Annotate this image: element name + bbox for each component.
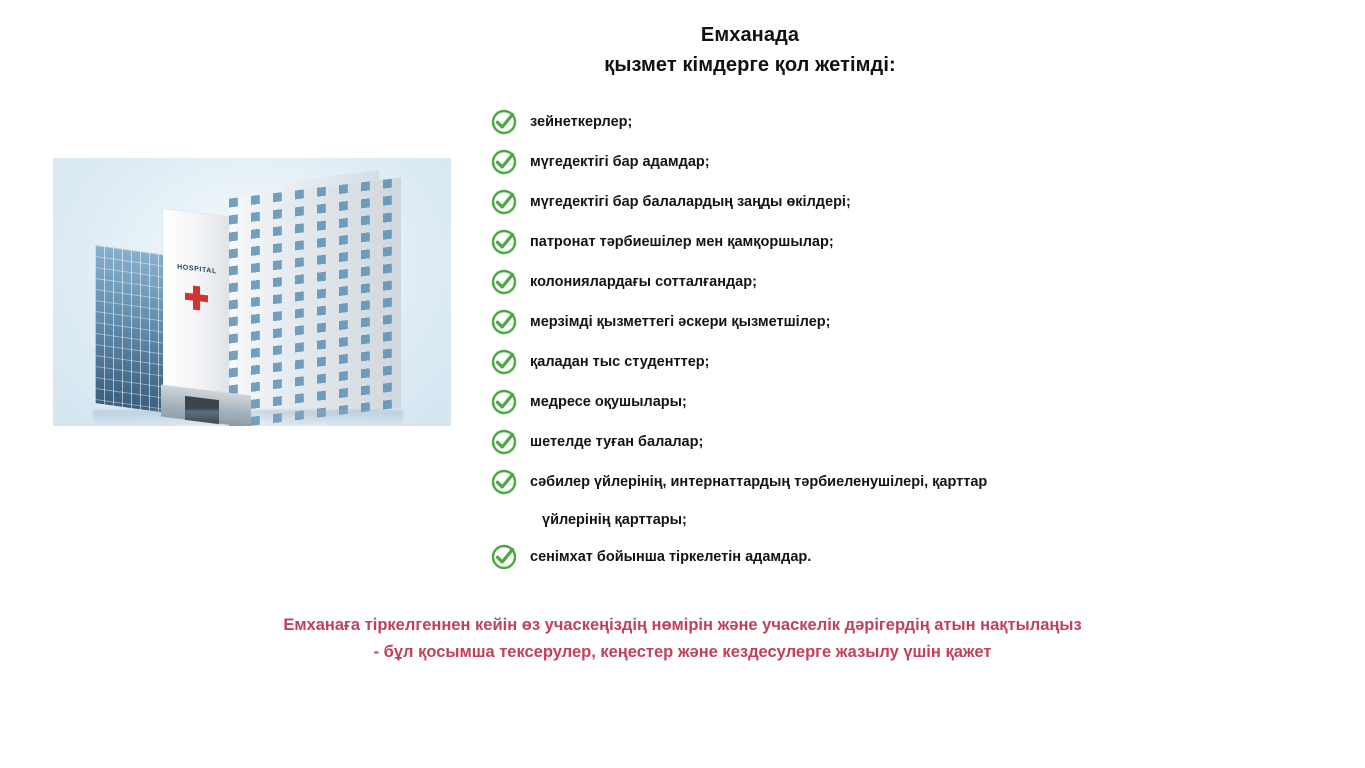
- list-item: [490, 188, 1210, 216]
- list-item-label: қаладан тыс студенттер;: [530, 354, 710, 370]
- list-item: [490, 108, 1210, 136]
- green-check-circle-icon: [490, 348, 518, 376]
- green-check-circle-icon: [490, 428, 518, 456]
- footer-line-1: Емханаға тіркелгеннен кейін өз учаскеңіздің нөмірін және учаскелік дәрігердің атын нақтылаңыз: [283, 616, 1082, 634]
- title-line-2: қызмет кімдерге қол жетімді:: [604, 54, 896, 76]
- list-item-label: зейнеткерлер;: [530, 114, 633, 130]
- green-check-circle-icon: [490, 228, 518, 256]
- left-tower-window-grid: [95, 245, 167, 413]
- title-line-1: Емханада: [700, 24, 800, 46]
- list-item-label: мүгедектігі бар адамдар;: [530, 154, 710, 170]
- page-title: [430, 20, 1070, 80]
- green-check-circle-icon: [490, 308, 518, 336]
- list-item-label: мерзімді қызметтегі әскери қызметшілер;: [530, 314, 831, 330]
- list-item-label: мүгедектігі бар балалардың заңды өкілдері;: [530, 194, 851, 210]
- list-item-label: сенімхат бойынша тіркелетін адамдар.: [530, 549, 812, 565]
- list-item: [490, 428, 1210, 456]
- right-facade: [229, 177, 401, 426]
- hospital-sign-text: HOSPITAL: [177, 263, 217, 276]
- list-item: [490, 468, 1210, 531]
- eligibility-list: [490, 108, 1210, 583]
- green-check-circle-icon: [490, 388, 518, 416]
- green-check-circle-icon: [490, 543, 518, 571]
- left-glass-tower: [95, 245, 167, 413]
- footer-line-2: - бұл қосымша тексерулер, кеңестер және кездесулерге жазылу үшін қажет: [373, 643, 992, 661]
- list-item: [490, 543, 1210, 571]
- list-item-label: сәбилер үйлерінің, интернаттардың тәрбиеленушілері, қарттар: [530, 474, 988, 490]
- list-item: [490, 308, 1210, 336]
- right-facade-windows: [229, 177, 401, 426]
- green-check-circle-icon: [490, 148, 518, 176]
- list-item-label-multiline: [530, 468, 987, 531]
- list-item-label: медресе оқушылары;: [530, 394, 687, 410]
- list-item-label-continuation: үйлерінің қарттары;: [542, 512, 687, 528]
- hospital-building-photo: [53, 158, 451, 426]
- ground-reflection: [93, 410, 403, 426]
- green-check-circle-icon: [490, 188, 518, 216]
- list-item: [490, 268, 1210, 296]
- list-item-label: колониялардағы сотталғандар;: [530, 274, 757, 290]
- green-check-circle-icon: [490, 468, 518, 496]
- list-item: [490, 148, 1210, 176]
- list-item: [490, 348, 1210, 376]
- list-item: [490, 228, 1210, 256]
- green-check-circle-icon: [490, 108, 518, 136]
- list-item-label: патронат тәрбиешілер мен қамқоршылар;: [530, 234, 834, 250]
- list-item-label: шетелде туған балалар;: [530, 434, 704, 450]
- footer-note: [0, 612, 1365, 666]
- list-item: [490, 388, 1210, 416]
- green-check-circle-icon: [490, 268, 518, 296]
